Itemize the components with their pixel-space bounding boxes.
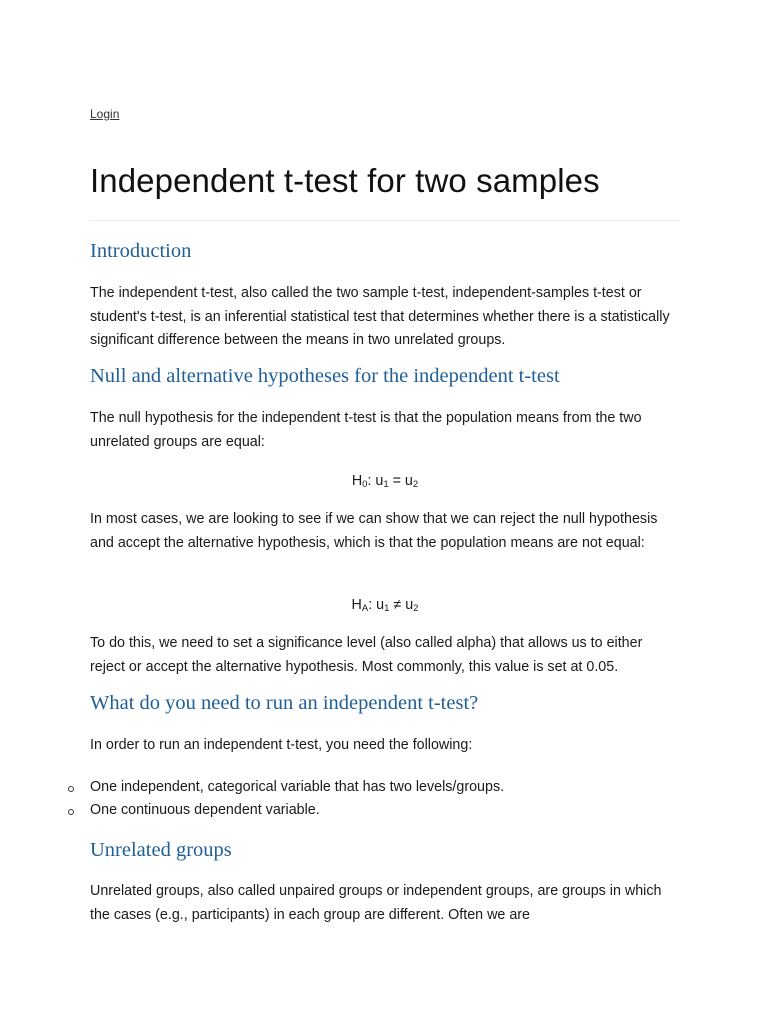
heading-requirements: What do you need to run an independent t-test? — [90, 692, 479, 714]
paragraph-unrelated-groups: Unrelated groups, also called unpaired groups or independent groups, are groups in which the cases (e.g., participants) in each group are different. Often we are — [90, 883, 662, 923]
list-item — [68, 776, 504, 799]
formula-sub2: 2 — [413, 603, 419, 614]
requirements-list — [68, 776, 504, 822]
null-hypothesis-formula — [90, 473, 680, 490]
list-item-text: One continuous dependent variable. — [90, 802, 320, 818]
formula-sep: : u — [367, 473, 384, 489]
heading-unrelated-groups: Unrelated groups — [90, 839, 232, 861]
heading-introduction: Introduction — [90, 240, 192, 262]
list-item-text: One independent, categorical variable that has two levels/groups. — [90, 779, 505, 795]
paragraph-requirements: In order to run an independent t-test, you need the following: — [90, 737, 473, 753]
heading-hypotheses: Null and alternative hypotheses for the independent t-test — [90, 365, 560, 387]
formula-op: ≠ u — [389, 597, 414, 613]
circle-bullet-icon — [68, 809, 74, 815]
login-link[interactable]: Login — [90, 107, 120, 121]
formula-sub1: 1 — [383, 479, 389, 490]
circle-bullet-icon — [68, 786, 74, 792]
formula-h-sub: 0 — [362, 479, 368, 490]
title-divider — [90, 220, 680, 221]
formula-sub1: 1 — [384, 603, 390, 614]
formula-h: H — [351, 597, 362, 613]
formula-sep: : u — [368, 597, 385, 613]
paragraph-null-hypothesis: The null hypothesis for the independent t-test is that the population means from the two unrelated groups are equal: — [90, 410, 642, 450]
page-title: Independent t-test for two samples — [90, 162, 600, 199]
formula-sub2: 2 — [412, 479, 419, 490]
paragraph-introduction: The independent t-test, also called the two sample t-test, independent-samples t-test or student's t-test, is an inferential statistical test that determines whether there is a statistically significant difference between the means in two unrelated groups. — [90, 285, 670, 348]
paragraph-significance-level: To do this, we need to set a significance level (also called alpha) that allows us to either reject or accept the alternative hypothesis. Most commonly, this value is set at 0.05. — [90, 635, 643, 675]
paragraph-alternative-hypothesis: In most cases, we are looking to see if we can show that we can reject the null hypothesis and accept the alternative hypothesis, which is that the population means are not equal: — [90, 511, 658, 551]
formula-op: = u — [388, 473, 413, 489]
alternative-hypothesis-formula — [90, 597, 680, 614]
list-item — [68, 799, 504, 822]
formula-h-sub: A — [361, 603, 369, 614]
formula-h: H — [351, 473, 363, 489]
